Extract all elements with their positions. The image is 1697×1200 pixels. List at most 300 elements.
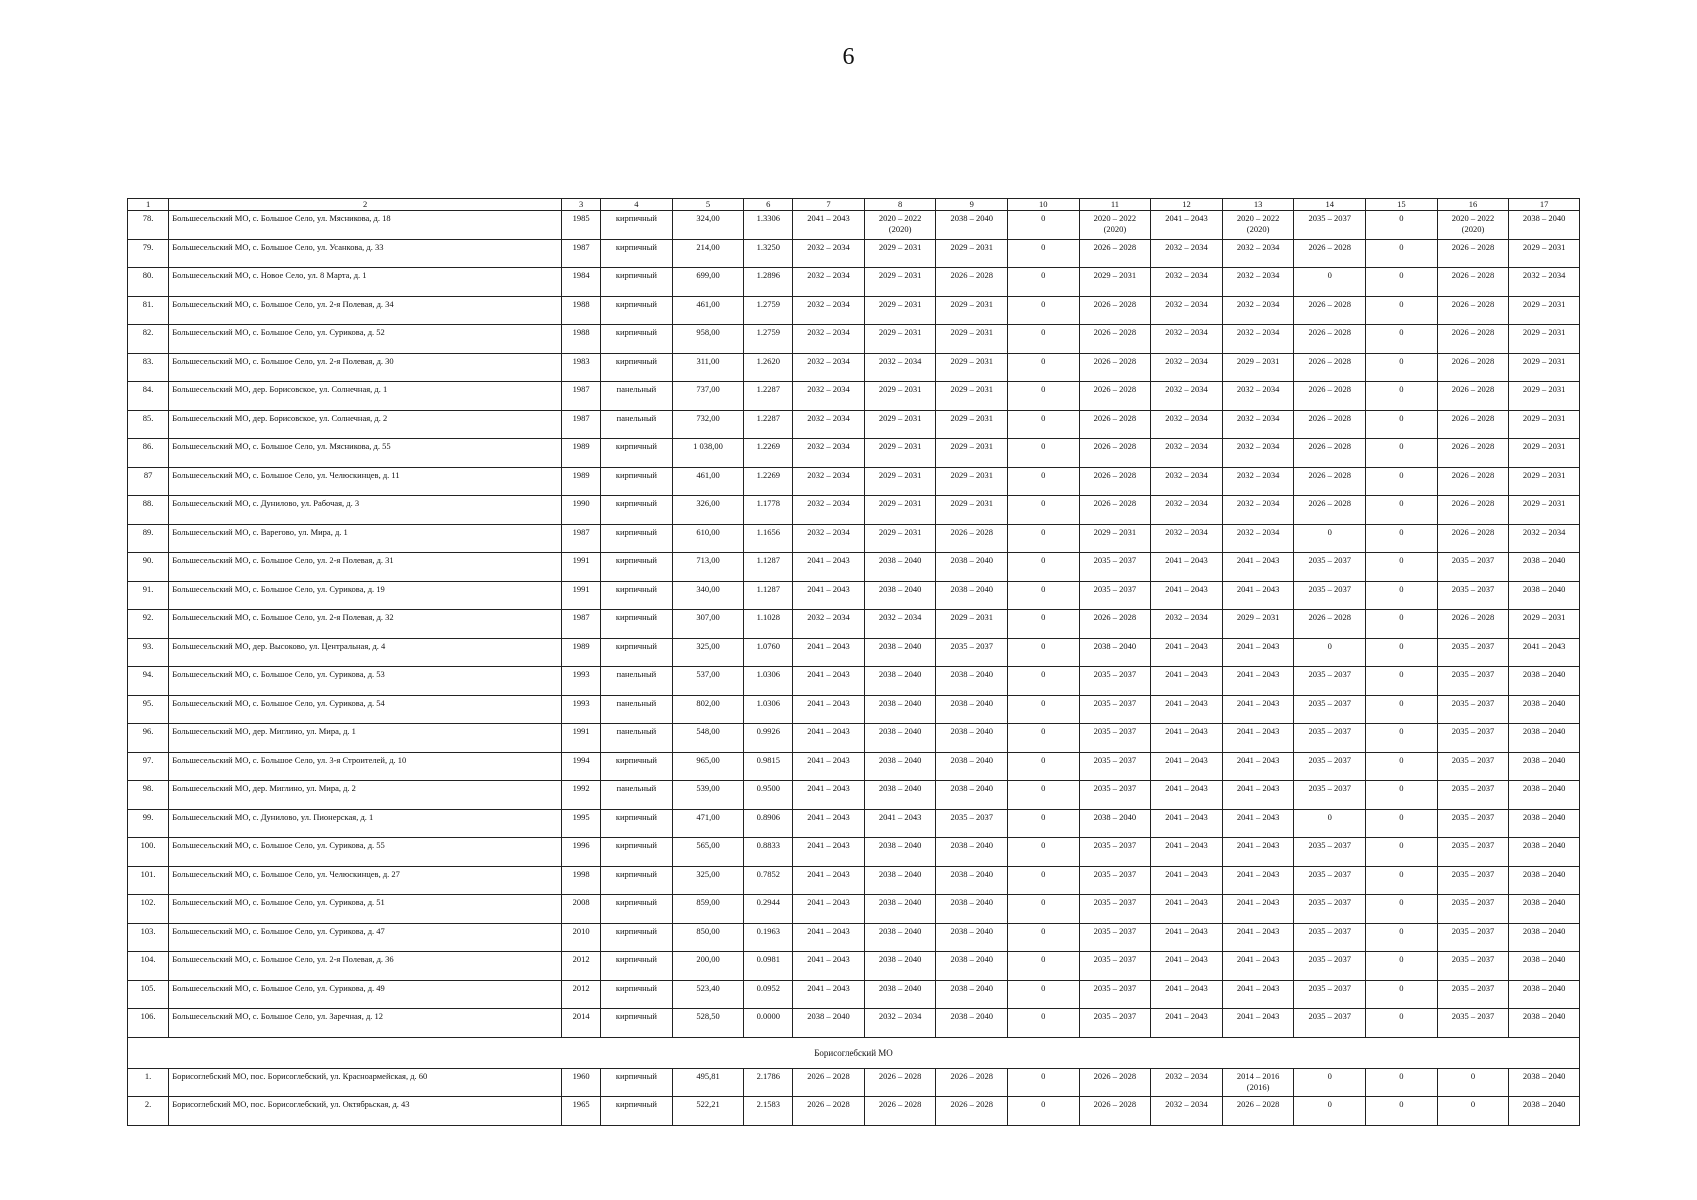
col-10-cell: 0 <box>1008 752 1080 781</box>
col-11-cell: 2038 – 2040 <box>1079 809 1151 838</box>
col-16-cell: 2026 – 2028 <box>1437 382 1509 411</box>
row-number-cell: 106. <box>128 1009 169 1038</box>
col-9-cell: 2029 – 2031 <box>936 382 1008 411</box>
area-cell: 537,00 <box>672 667 744 696</box>
col-8-cell: 2029 – 2031 <box>864 268 936 297</box>
col-15-cell: 0 <box>1366 781 1438 810</box>
col-13-cell: 2041 – 2043 <box>1222 866 1294 895</box>
col-9-cell: 2038 – 2040 <box>936 866 1008 895</box>
col-11-cell: 2026 – 2028 <box>1079 382 1151 411</box>
col-8-cell: 2038 – 2040 <box>864 667 936 696</box>
col-15-cell: 0 <box>1366 382 1438 411</box>
col-10-cell: 0 <box>1008 524 1080 553</box>
col-11-cell: 2035 – 2037 <box>1079 895 1151 924</box>
col-9-cell: 2038 – 2040 <box>936 581 1008 610</box>
table-row <box>128 581 1580 610</box>
col-15-cell: 0 <box>1366 325 1438 354</box>
col-10-cell: 0 <box>1008 809 1080 838</box>
row-number-cell: 94. <box>128 667 169 696</box>
year-built-cell: 2014 <box>562 1009 601 1038</box>
address-cell: Большесельский МО, дер. Высоково, ул. Центральная, д. 4 <box>169 638 562 667</box>
column-number-cell: 4 <box>601 199 673 211</box>
wall-material-cell: кирпичный <box>601 610 673 639</box>
year-built-cell: 1987 <box>562 524 601 553</box>
area-cell: 713,00 <box>672 553 744 582</box>
column-number-cell: 5 <box>672 199 744 211</box>
col-13-cell: 2032 – 2034 <box>1222 296 1294 325</box>
col-7-cell: 2032 – 2034 <box>793 325 865 354</box>
col-12-cell: 2041 – 2043 <box>1151 895 1223 924</box>
col-12-cell: 2041 – 2043 <box>1151 923 1223 952</box>
col-17-cell: 2029 – 2031 <box>1509 496 1580 525</box>
area-cell: 461,00 <box>672 296 744 325</box>
wall-material-cell: панельный <box>601 724 673 753</box>
column-number-cell: 7 <box>793 199 865 211</box>
col-10-cell: 0 <box>1008 923 1080 952</box>
address-cell: Большесельский МО, с. Дунилово, ул. Пионерская, д. 1 <box>169 809 562 838</box>
coefficient-cell: 0.2944 <box>744 895 793 924</box>
col-7-cell: 2032 – 2034 <box>793 467 865 496</box>
year-built-cell: 1992 <box>562 781 601 810</box>
col-11-cell: 2035 – 2037 <box>1079 724 1151 753</box>
col-8-cell: 2041 – 2043 <box>864 809 936 838</box>
col-17-cell: 2038 – 2040 <box>1509 952 1580 981</box>
col-16-cell: 2035 – 2037 <box>1437 781 1509 810</box>
col-13-cell: 2029 – 2031 <box>1222 610 1294 639</box>
col-10-cell: 0 <box>1008 581 1080 610</box>
area-cell: 471,00 <box>672 809 744 838</box>
col-11-cell: 2035 – 2037 <box>1079 980 1151 1009</box>
col-17-cell: 2029 – 2031 <box>1509 353 1580 382</box>
col-14-cell: 0 <box>1294 524 1366 553</box>
col-15-cell: 0 <box>1366 353 1438 382</box>
table-row <box>128 923 1580 952</box>
col-13-cell: 2041 – 2043 <box>1222 724 1294 753</box>
col-16-cell: 2026 – 2028 <box>1437 496 1509 525</box>
col-9-cell: 2038 – 2040 <box>936 923 1008 952</box>
col-8-cell: 2032 – 2034 <box>864 610 936 639</box>
table-row <box>128 724 1580 753</box>
area-cell: 802,00 <box>672 695 744 724</box>
col-15-cell: 0 <box>1366 553 1438 582</box>
column-number-cell: 2 <box>169 199 562 211</box>
col-7-cell: 2041 – 2043 <box>793 923 865 952</box>
col-14-cell: 2035 – 2037 <box>1294 211 1366 240</box>
address-cell: Большесельский МО, дер. Борисовское, ул. Солнечная, д. 2 <box>169 410 562 439</box>
col-17-cell: 2038 – 2040 <box>1509 980 1580 1009</box>
col-7-cell: 2032 – 2034 <box>793 524 865 553</box>
row-number-cell: 85. <box>128 410 169 439</box>
col-8-cell: 2029 – 2031 <box>864 382 936 411</box>
col-17-cell: 2041 – 2043 <box>1509 638 1580 667</box>
col-12-cell: 2041 – 2043 <box>1151 667 1223 696</box>
col-16-cell: 2026 – 2028 <box>1437 296 1509 325</box>
col-12-cell: 2041 – 2043 <box>1151 781 1223 810</box>
table-row <box>128 496 1580 525</box>
col-7-cell: 2032 – 2034 <box>793 496 865 525</box>
col-10-cell: 0 <box>1008 667 1080 696</box>
col-17-cell: 2029 – 2031 <box>1509 610 1580 639</box>
section-row <box>128 1037 1580 1068</box>
coefficient-cell: 1.0306 <box>744 667 793 696</box>
col-16-cell: 2035 – 2037 <box>1437 752 1509 781</box>
row-number-cell: 105. <box>128 980 169 1009</box>
col-15-cell: 0 <box>1366 695 1438 724</box>
col-15-cell: 0 <box>1366 239 1438 268</box>
col-11-cell: 2026 – 2028 <box>1079 353 1151 382</box>
col-15-cell: 0 <box>1366 667 1438 696</box>
col-10-cell: 0 <box>1008 952 1080 981</box>
address-cell: Большесельский МО, с. Большое Село, ул. 2-я Полевая, д. 34 <box>169 296 562 325</box>
address-cell: Большесельский МО, с. Большое Село, ул. Сурикова, д. 55 <box>169 838 562 867</box>
col-17-cell: 2032 – 2034 <box>1509 268 1580 297</box>
row-number-cell: 2. <box>128 1097 169 1126</box>
year-built-cell: 1988 <box>562 325 601 354</box>
coefficient-cell: 0.0952 <box>744 980 793 1009</box>
col-15-cell: 0 <box>1366 268 1438 297</box>
address-cell: Большесельский МО, с. Большое Село, ул. 3-я Строителей, д. 10 <box>169 752 562 781</box>
col-13-cell: 2032 – 2034 <box>1222 439 1294 468</box>
col-7-cell: 2032 – 2034 <box>793 410 865 439</box>
col-11-cell: 2026 – 2028 <box>1079 296 1151 325</box>
col-17-cell: 2038 – 2040 <box>1509 866 1580 895</box>
coefficient-cell: 1.3306 <box>744 211 793 240</box>
table-row <box>128 809 1580 838</box>
col-14-cell: 2035 – 2037 <box>1294 724 1366 753</box>
col-8-cell: 2038 – 2040 <box>864 553 936 582</box>
table-row <box>128 524 1580 553</box>
col-9-cell: 2035 – 2037 <box>936 638 1008 667</box>
col-8-cell: 2029 – 2031 <box>864 325 936 354</box>
col-13-cell: 2041 – 2043 <box>1222 1009 1294 1038</box>
address-cell: Большесельский МО, с. Большое Село, ул. Сурикова, д. 52 <box>169 325 562 354</box>
wall-material-cell: кирпичный <box>601 296 673 325</box>
col-9-cell: 2029 – 2031 <box>936 296 1008 325</box>
col-12-cell: 2041 – 2043 <box>1151 980 1223 1009</box>
table-body <box>128 199 1580 1126</box>
col-15-cell: 0 <box>1366 296 1438 325</box>
year-built-cell: 1994 <box>562 752 601 781</box>
col-8-cell: 2020 – 2022 (2020) <box>864 211 936 240</box>
col-9-cell: 2029 – 2031 <box>936 239 1008 268</box>
row-number-cell: 101. <box>128 866 169 895</box>
row-number-cell: 92. <box>128 610 169 639</box>
col-8-cell: 2038 – 2040 <box>864 923 936 952</box>
col-15-cell: 0 <box>1366 410 1438 439</box>
area-cell: 495,81 <box>672 1068 744 1097</box>
row-number-cell: 104. <box>128 952 169 981</box>
col-16-cell: 2026 – 2028 <box>1437 439 1509 468</box>
col-12-cell: 2041 – 2043 <box>1151 695 1223 724</box>
col-12-cell: 2041 – 2043 <box>1151 952 1223 981</box>
row-number-cell: 97. <box>128 752 169 781</box>
address-cell: Большесельский МО, с. Варегово, ул. Мира, д. 1 <box>169 524 562 553</box>
wall-material-cell: панельный <box>601 695 673 724</box>
area-cell: 214,00 <box>672 239 744 268</box>
col-11-cell: 2029 – 2031 <box>1079 268 1151 297</box>
coefficient-cell: 1.1778 <box>744 496 793 525</box>
col-14-cell: 2026 – 2028 <box>1294 467 1366 496</box>
row-number-cell: 78. <box>128 211 169 240</box>
col-7-cell: 2041 – 2043 <box>793 553 865 582</box>
col-15-cell: 0 <box>1366 866 1438 895</box>
col-10-cell: 0 <box>1008 296 1080 325</box>
wall-material-cell: кирпичный <box>601 496 673 525</box>
col-7-cell: 2041 – 2043 <box>793 980 865 1009</box>
col-12-cell: 2032 – 2034 <box>1151 496 1223 525</box>
area-cell: 539,00 <box>672 781 744 810</box>
wall-material-cell: кирпичный <box>601 638 673 667</box>
col-7-cell: 2032 – 2034 <box>793 439 865 468</box>
housing-schedule-table <box>127 198 1580 1126</box>
col-15-cell: 0 <box>1366 211 1438 240</box>
table-row <box>128 1097 1580 1126</box>
table-row <box>128 781 1580 810</box>
col-12-cell: 2032 – 2034 <box>1151 268 1223 297</box>
wall-material-cell: кирпичный <box>601 439 673 468</box>
column-number-cell: 6 <box>744 199 793 211</box>
col-15-cell: 0 <box>1366 581 1438 610</box>
address-cell: Большесельский МО, с. Большое Село, ул. 2-я Полевая, д. 31 <box>169 553 562 582</box>
year-built-cell: 1965 <box>562 1097 601 1126</box>
col-14-cell: 2035 – 2037 <box>1294 667 1366 696</box>
col-9-cell: 2029 – 2031 <box>936 325 1008 354</box>
col-13-cell: 2041 – 2043 <box>1222 581 1294 610</box>
table-row <box>128 638 1580 667</box>
table-row <box>128 439 1580 468</box>
col-12-cell: 2041 – 2043 <box>1151 866 1223 895</box>
col-12-cell: 2032 – 2034 <box>1151 1068 1223 1097</box>
col-17-cell: 2038 – 2040 <box>1509 211 1580 240</box>
row-number-cell: 93. <box>128 638 169 667</box>
table-row <box>128 695 1580 724</box>
col-8-cell: 2029 – 2031 <box>864 296 936 325</box>
col-8-cell: 2038 – 2040 <box>864 781 936 810</box>
col-11-cell: 2035 – 2037 <box>1079 866 1151 895</box>
table-row <box>128 553 1580 582</box>
col-7-cell: 2026 – 2028 <box>793 1097 865 1126</box>
col-13-cell: 2041 – 2043 <box>1222 952 1294 981</box>
col-10-cell: 0 <box>1008 268 1080 297</box>
wall-material-cell: кирпичный <box>601 211 673 240</box>
table-row <box>128 382 1580 411</box>
col-14-cell: 2035 – 2037 <box>1294 866 1366 895</box>
col-7-cell: 2041 – 2043 <box>793 581 865 610</box>
col-10-cell: 0 <box>1008 866 1080 895</box>
col-8-cell: 2029 – 2031 <box>864 496 936 525</box>
col-7-cell: 2041 – 2043 <box>793 724 865 753</box>
col-17-cell: 2038 – 2040 <box>1509 838 1580 867</box>
col-10-cell: 0 <box>1008 1097 1080 1126</box>
col-12-cell: 2041 – 2043 <box>1151 553 1223 582</box>
year-built-cell: 1960 <box>562 1068 601 1097</box>
area-cell: 737,00 <box>672 382 744 411</box>
column-number-cell: 10 <box>1008 199 1080 211</box>
row-number-cell: 99. <box>128 809 169 838</box>
col-14-cell: 2035 – 2037 <box>1294 923 1366 952</box>
wall-material-cell: кирпичный <box>601 524 673 553</box>
col-16-cell: 2035 – 2037 <box>1437 638 1509 667</box>
col-11-cell: 2026 – 2028 <box>1079 496 1151 525</box>
col-9-cell: 2029 – 2031 <box>936 439 1008 468</box>
year-built-cell: 2010 <box>562 923 601 952</box>
col-16-cell: 2026 – 2028 <box>1437 467 1509 496</box>
col-14-cell: 2026 – 2028 <box>1294 296 1366 325</box>
wall-material-cell: панельный <box>601 781 673 810</box>
col-15-cell: 0 <box>1366 496 1438 525</box>
col-9-cell: 2029 – 2031 <box>936 410 1008 439</box>
table-row <box>128 980 1580 1009</box>
col-11-cell: 2035 – 2037 <box>1079 667 1151 696</box>
col-12-cell: 2032 – 2034 <box>1151 410 1223 439</box>
area-cell: 699,00 <box>672 268 744 297</box>
col-16-cell: 2026 – 2028 <box>1437 239 1509 268</box>
col-11-cell: 2035 – 2037 <box>1079 952 1151 981</box>
table-row <box>128 268 1580 297</box>
col-8-cell: 2029 – 2031 <box>864 239 936 268</box>
col-13-cell: 2041 – 2043 <box>1222 752 1294 781</box>
row-number-cell: 83. <box>128 353 169 382</box>
col-13-cell: 2041 – 2043 <box>1222 667 1294 696</box>
area-cell: 958,00 <box>672 325 744 354</box>
coefficient-cell: 0.0981 <box>744 952 793 981</box>
address-cell: Большесельский МО, с. Большое Село, ул. Сурикова, д. 49 <box>169 980 562 1009</box>
col-14-cell: 2035 – 2037 <box>1294 781 1366 810</box>
col-9-cell: 2038 – 2040 <box>936 553 1008 582</box>
col-13-cell: 2032 – 2034 <box>1222 467 1294 496</box>
col-7-cell: 2041 – 2043 <box>793 895 865 924</box>
col-10-cell: 0 <box>1008 781 1080 810</box>
col-9-cell: 2026 – 2028 <box>936 268 1008 297</box>
col-11-cell: 2029 – 2031 <box>1079 524 1151 553</box>
col-15-cell: 0 <box>1366 952 1438 981</box>
col-12-cell: 2041 – 2043 <box>1151 838 1223 867</box>
table-row <box>128 296 1580 325</box>
area-cell: 324,00 <box>672 211 744 240</box>
col-9-cell: 2038 – 2040 <box>936 667 1008 696</box>
column-number-cell: 13 <box>1222 199 1294 211</box>
wall-material-cell: панельный <box>601 667 673 696</box>
col-15-cell: 0 <box>1366 1097 1438 1126</box>
col-10-cell: 0 <box>1008 724 1080 753</box>
coefficient-cell: 1.2620 <box>744 353 793 382</box>
col-15-cell: 0 <box>1366 467 1438 496</box>
col-8-cell: 2038 – 2040 <box>864 980 936 1009</box>
col-8-cell: 2038 – 2040 <box>864 695 936 724</box>
address-cell: Большесельский МО, дер. Борисовское, ул. Солнечная, д. 1 <box>169 382 562 411</box>
col-15-cell: 0 <box>1366 895 1438 924</box>
col-12-cell: 2041 – 2043 <box>1151 581 1223 610</box>
year-built-cell: 1984 <box>562 268 601 297</box>
col-17-cell: 2038 – 2040 <box>1509 752 1580 781</box>
year-built-cell: 1987 <box>562 410 601 439</box>
col-8-cell: 2038 – 2040 <box>864 581 936 610</box>
col-10-cell: 0 <box>1008 553 1080 582</box>
col-10-cell: 0 <box>1008 695 1080 724</box>
col-12-cell: 2032 – 2034 <box>1151 467 1223 496</box>
col-9-cell: 2038 – 2040 <box>936 752 1008 781</box>
col-17-cell: 2029 – 2031 <box>1509 467 1580 496</box>
col-16-cell: 2035 – 2037 <box>1437 923 1509 952</box>
col-12-cell: 2032 – 2034 <box>1151 296 1223 325</box>
col-14-cell: 2026 – 2028 <box>1294 439 1366 468</box>
area-cell: 326,00 <box>672 496 744 525</box>
col-16-cell: 2026 – 2028 <box>1437 353 1509 382</box>
table-row <box>128 866 1580 895</box>
col-8-cell: 2026 – 2028 <box>864 1097 936 1126</box>
col-13-cell: 2041 – 2043 <box>1222 895 1294 924</box>
year-built-cell: 1990 <box>562 496 601 525</box>
col-11-cell: 2026 – 2028 <box>1079 610 1151 639</box>
area-cell: 311,00 <box>672 353 744 382</box>
col-9-cell: 2038 – 2040 <box>936 1009 1008 1038</box>
page-number: 6 <box>842 44 855 70</box>
col-16-cell: 2020 – 2022 (2020) <box>1437 211 1509 240</box>
table-row <box>128 1068 1580 1097</box>
column-number-cell: 16 <box>1437 199 1509 211</box>
col-17-cell: 2029 – 2031 <box>1509 325 1580 354</box>
col-17-cell: 2038 – 2040 <box>1509 667 1580 696</box>
column-number-cell: 12 <box>1151 199 1223 211</box>
col-16-cell: 2035 – 2037 <box>1437 1009 1509 1038</box>
col-12-cell: 2032 – 2034 <box>1151 524 1223 553</box>
col-14-cell: 2026 – 2028 <box>1294 382 1366 411</box>
address-cell: Большесельский МО, с. Большое Село, ул. 2-я Полевая, д. 36 <box>169 952 562 981</box>
col-14-cell: 0 <box>1294 809 1366 838</box>
col-16-cell: 2035 – 2037 <box>1437 695 1509 724</box>
address-cell: Большесельский МО, с. Большое Село, ул. Заречная, д. 12 <box>169 1009 562 1038</box>
col-10-cell: 0 <box>1008 980 1080 1009</box>
address-cell: Большесельский МО, с. Большое Село, ул. Сурикова, д. 54 <box>169 695 562 724</box>
col-16-cell: 2035 – 2037 <box>1437 667 1509 696</box>
col-17-cell: 2038 – 2040 <box>1509 1097 1580 1126</box>
col-14-cell: 2035 – 2037 <box>1294 895 1366 924</box>
area-cell: 523,40 <box>672 980 744 1009</box>
col-12-cell: 2032 – 2034 <box>1151 1097 1223 1126</box>
col-17-cell: 2029 – 2031 <box>1509 410 1580 439</box>
col-11-cell: 2026 – 2028 <box>1079 467 1151 496</box>
col-16-cell: 2035 – 2037 <box>1437 724 1509 753</box>
address-cell: Большесельский МО, с. Большое Село, ул. Усанкова, д. 33 <box>169 239 562 268</box>
col-14-cell: 2035 – 2037 <box>1294 581 1366 610</box>
address-cell: Большесельский МО, с. Новое Село, ул. 8 Марта, д. 1 <box>169 268 562 297</box>
row-number-cell: 86. <box>128 439 169 468</box>
col-9-cell: 2026 – 2028 <box>936 524 1008 553</box>
wall-material-cell: кирпичный <box>601 239 673 268</box>
col-17-cell: 2038 – 2040 <box>1509 724 1580 753</box>
col-11-cell: 2035 – 2037 <box>1079 581 1151 610</box>
col-7-cell: 2032 – 2034 <box>793 268 865 297</box>
table-row <box>128 1009 1580 1038</box>
col-17-cell: 2032 – 2034 <box>1509 524 1580 553</box>
coefficient-cell: 0.0000 <box>744 1009 793 1038</box>
col-9-cell: 2029 – 2031 <box>936 496 1008 525</box>
col-16-cell: 2035 – 2037 <box>1437 809 1509 838</box>
address-cell: Большесельский МО, с. Большое Село, ул. Сурикова, д. 51 <box>169 895 562 924</box>
coefficient-cell: 1.2269 <box>744 439 793 468</box>
row-number-cell: 98. <box>128 781 169 810</box>
row-number-cell: 81. <box>128 296 169 325</box>
address-cell: Большесельский МО, дер. Миглино, ул. Мира, д. 1 <box>169 724 562 753</box>
col-10-cell: 0 <box>1008 439 1080 468</box>
col-8-cell: 2038 – 2040 <box>864 638 936 667</box>
area-cell: 307,00 <box>672 610 744 639</box>
col-14-cell: 2035 – 2037 <box>1294 553 1366 582</box>
col-12-cell: 2032 – 2034 <box>1151 353 1223 382</box>
col-7-cell: 2041 – 2043 <box>793 952 865 981</box>
col-11-cell: 2026 – 2028 <box>1079 1068 1151 1097</box>
wall-material-cell: кирпичный <box>601 325 673 354</box>
